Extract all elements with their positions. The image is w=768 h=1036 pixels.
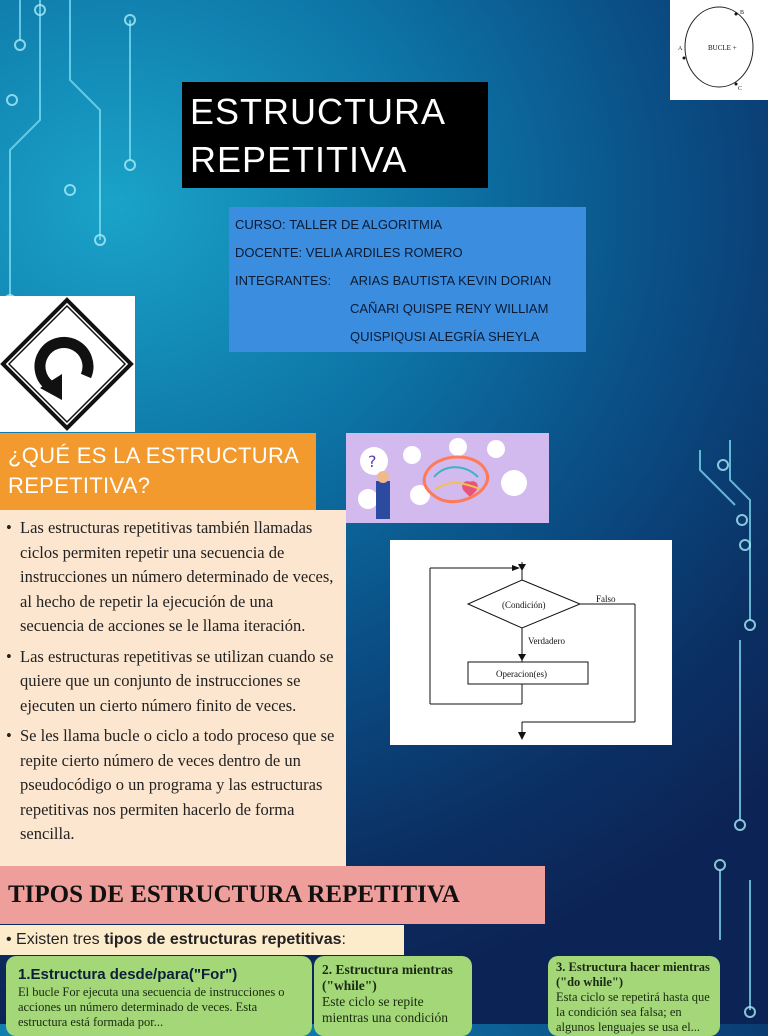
card-while-heading: 2. Estructura mientras ("while") xyxy=(322,962,453,993)
definition-text xyxy=(0,510,346,866)
loop-road-sign xyxy=(0,296,135,432)
bucle-point-a: A xyxy=(678,46,683,52)
loop-arrow-icon xyxy=(0,296,135,432)
title-line-1: ESTRUCTURA xyxy=(190,91,447,132)
docente-key: DOCENTE: xyxy=(235,245,303,260)
svg-text:?: ? xyxy=(368,452,377,471)
curso-value: TALLER DE ALGORITMIA xyxy=(289,217,443,232)
types-heading: TIPOS DE ESTRUCTURA REPETITIVA xyxy=(0,866,545,924)
flow-condition: (Condición) xyxy=(502,600,546,610)
curso-key: CURSO: xyxy=(235,217,286,232)
what-is-heading: ¿QUÉ ES LA ESTRUCTURA REPETITIVA? xyxy=(0,433,316,510)
types-intro-prefix: Existen tres xyxy=(16,931,105,948)
card-for-text: El bucle For ejecuta una secuencia de instrucciones o acciones un número determinado de veces. Esta estructura está formada por... xyxy=(18,985,285,1029)
bullet-2: • Las estructuras repetitivas se utilizan cuando se quiere que un conjunto de instrucciones se ejecuten un cierto número finito de veces. xyxy=(6,645,336,719)
card-while-text: Este ciclo se repite mientras una condición xyxy=(322,994,448,1025)
page-title xyxy=(182,82,488,188)
title-line-2: REPETITIVA xyxy=(190,139,408,180)
types-intro-bold: tipos de estructuras repetitivas xyxy=(104,931,342,948)
integrantes-key: INTEGRANTES: xyxy=(235,273,332,288)
types-intro-suffix: : xyxy=(341,931,346,948)
card-while xyxy=(314,956,472,1036)
bullet-1: • Las estructuras repetitivas también llamadas ciclos permiten repetir una secuencia de instrucciones un número determinado de veces, al hecho de repetir la ejecución de una secuencia de acciones se le llama iteración. xyxy=(6,516,336,639)
bullet-3: • Se les llama bucle o ciclo a todo proceso que se repite cierto número de veces dentro de un pseudocódigo o un programa y las estructuras repetitivas nos permiten hacerlo de forma sencilla. xyxy=(6,724,336,847)
member-1: ARIAS BAUTISTA KEVIN DORIAN xyxy=(350,273,552,288)
card-do-while-heading: 3. Estructura hacer mientras ("do while") xyxy=(556,960,710,989)
while-flowchart xyxy=(390,540,672,745)
card-do-while-text: Esta ciclo se repetirá hasta que la condición sea falsa; en algunos lenguajes se usa el... xyxy=(556,990,710,1034)
bucle-point-b: B xyxy=(740,10,745,16)
bucle-point-c: C xyxy=(738,86,743,92)
brain-illustration xyxy=(346,433,549,523)
card-for xyxy=(6,956,312,1036)
bucle-center-label: BUCLE + xyxy=(708,44,737,52)
member-2: CAÑARI QUISPE RENY WILLIAM xyxy=(350,301,549,316)
course-info xyxy=(229,207,586,352)
flow-operation: Operacion(es) xyxy=(496,669,547,679)
docente-value: VELIA ARDILES ROMERO xyxy=(305,245,463,260)
bucle-diagram xyxy=(670,0,768,100)
flow-true-label: Verdadero xyxy=(528,636,565,646)
member-3: QUISPIQUSI ALEGRÍA SHEYLA xyxy=(350,329,540,344)
card-for-heading: 1.Estructura desde/para("For") xyxy=(18,966,238,983)
card-do-while xyxy=(548,956,720,1036)
types-intro: • Existen tres tipos de estructuras repetitivas: xyxy=(0,925,404,955)
flow-false-label: Falso xyxy=(596,594,616,604)
